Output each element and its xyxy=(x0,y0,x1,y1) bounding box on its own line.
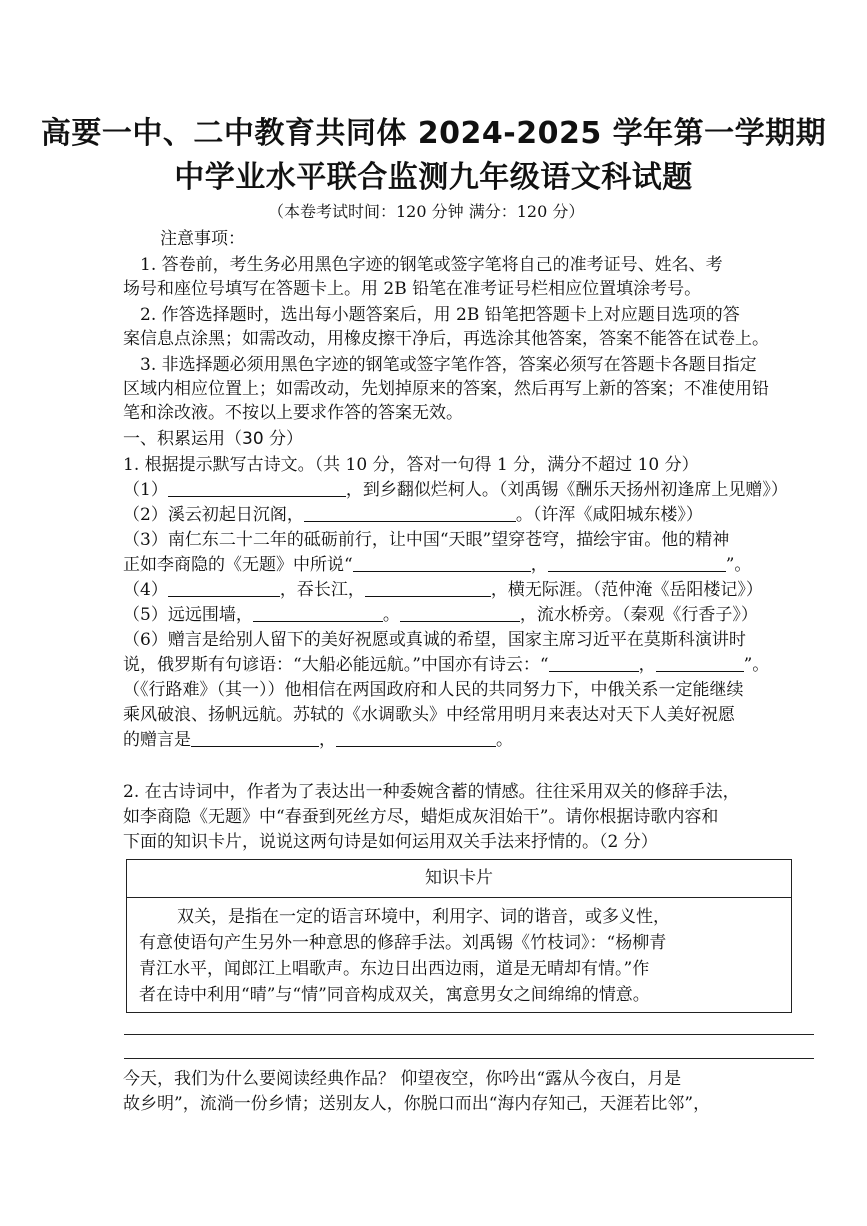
q1-item6e-post: 。 xyxy=(496,730,513,750)
exam-title-line1: 高要一中、二中教育共同体 2024-2025 学年第一学期期 xyxy=(40,116,827,151)
q1-item6b xyxy=(123,653,769,677)
note-2b: 案信息点涂黑；如需改动，用橡皮擦干净后，再选涂其他答案，答案不能答在试卷上。 xyxy=(123,329,769,349)
knowledge-card-line1: 双关，是指在一定的语言环境中，利用字、词的谐音，或多义性， xyxy=(177,907,670,927)
q1-item3a: （3）南仁东二十二年的砥砺前行，让中国“天眼”望穿苍穹，描绘宇宙。他的精神 xyxy=(123,530,730,550)
q1-item2 xyxy=(123,503,703,527)
exam-info: （本卷考试时间：120 分钟 满分：120 分） xyxy=(268,202,585,221)
q1-item2-pre: （2）溪云初起日沉阁， xyxy=(123,505,304,525)
q2-line3: 下面的知识卡片，说说这两句诗是如何运用双关手法来抒情的。（2 分） xyxy=(123,832,658,852)
q1-item3b xyxy=(123,553,751,577)
q1-item1 xyxy=(123,478,788,502)
q1-item6c: （《行路难》（其一））他相信在两国政府和人民的共同努力下，中俄关系一定能继续 xyxy=(123,680,744,700)
section-heading: 一、积累运用（30 分） xyxy=(123,429,304,449)
q1-item5-pre: （5）远远围墙， xyxy=(123,605,253,625)
passage-line2: 故乡明”，流淌一份乡情；送别友人，你脱口而出“海内存知己，天涯若比邻”， xyxy=(123,1094,711,1114)
note-2a: 2. 作答选择题时，选出每小题答案后，用 2B 铅笔把答题卡上对应题目选项的答 xyxy=(140,305,740,325)
answer-blank[interactable] xyxy=(549,653,639,672)
q1-item6b-post: ”。 xyxy=(743,655,770,675)
note-1b: 场号和座位号填写在答题卡上。用 2B 铅笔在准考证号栏相应位置填涂考号。 xyxy=(123,279,702,299)
answer-blank[interactable] xyxy=(191,728,319,747)
q1-item6b-mid: ， xyxy=(638,655,656,675)
q1-item6d: 乘风破浪、扬帆远航。苏轼的《水调歌头》中经常用明月来表达对天下人美好祝愿 xyxy=(123,705,735,725)
exam-title-line2: 中学业水平联合监测九年级语文科试题 xyxy=(174,160,693,195)
answer-blank[interactable] xyxy=(656,653,744,672)
answer-blank[interactable] xyxy=(353,553,531,572)
q1-item3b-mid: ， xyxy=(530,555,548,575)
q1-item4-post: ，横无际涯。（范仲淹《岳阳楼记》） xyxy=(490,580,763,600)
q1-item2-post: 。（许浑《咸阳城东楼》） xyxy=(515,505,703,525)
knowledge-card-heading: 知识卡片 xyxy=(127,860,791,898)
answer-blank[interactable] xyxy=(304,503,516,522)
q1-item4-pre: （4） xyxy=(123,580,168,600)
q1-stem: 1. 根据提示默写古诗文。（共 10 分，答对一句得 1 分，满分不超过 10 分） xyxy=(123,455,699,475)
notes-heading: 注意事项： xyxy=(160,229,245,249)
note-3b: 区域内相应位置上；如需改动，先划掉原来的答案，然后再写上新的答案；不准使用铅 xyxy=(123,379,769,399)
note-3a: 3. 非选择题必须用黑色字迹的钢笔或签字笔作答，答案必须写在答题卡各题目指定 xyxy=(140,355,757,375)
answer-blank[interactable] xyxy=(168,478,346,497)
answer-blank[interactable] xyxy=(400,603,520,622)
q1-item1-post: ，到乡翻似烂柯人。（刘禹锡《酬乐天扬州初逢席上见赠》） xyxy=(345,480,788,500)
q2-line1: 2. 在古诗词中，作者为了表达出一种委婉含蓄的情感。往往采用双关的修辞手法， xyxy=(123,782,740,802)
knowledge-card xyxy=(126,859,792,1013)
q1-item6e-pre: 的赠言是 xyxy=(123,730,191,750)
answer-blank[interactable] xyxy=(253,603,383,622)
knowledge-card-line3: 青江水平，闻郎江上唱歌声。东边日出西边雨，道是无晴却有情。”作 xyxy=(139,959,650,979)
answer-blank[interactable] xyxy=(336,728,496,747)
q1-item6a: （6）赠言是给别人留下的美好祝愿或真诚的希望，国家主席习近平在莫斯科演讲时 xyxy=(123,630,746,650)
q1-item4 xyxy=(123,578,763,602)
passage-line1: 今天，我们为什么要阅读经典作品？ 仰望夜空，你吟出“露从今夜白，月是 xyxy=(123,1069,682,1089)
q1-item6b-pre: 说，俄罗斯有句谚语：“大船必能远航。”中国亦有诗云：“ xyxy=(123,655,549,675)
q2-line2: 如李商隐《无题》中“春蚕到死丝方尽，蜡炬成灰泪始干”。请你根据诗歌内容和 xyxy=(123,807,719,827)
answer-blank[interactable] xyxy=(365,578,491,597)
knowledge-card-line4: 者在诗中利用“晴”与“情”同音构成双关，寓意男女之间绵绵的情意。 xyxy=(139,985,650,1005)
q1-item6e-mid: ， xyxy=(319,730,336,750)
answer-blank[interactable] xyxy=(548,553,726,572)
answer-line[interactable] xyxy=(124,1034,814,1035)
q1-item1-pre: （1） xyxy=(123,480,168,500)
note-3c: 笔和涂改液。不按以上要求作答的答案无效。 xyxy=(123,403,463,423)
q1-item6e xyxy=(123,728,513,752)
knowledge-card-line2: 有意使语句产生另外一种意思的修辞手法。刘禹锡《竹枝词》：“杨柳青 xyxy=(139,933,667,953)
q1-item5-post: ，流水桥旁。（秦观《行香子》） xyxy=(519,605,758,625)
answer-blank[interactable] xyxy=(168,578,280,597)
note-1a: 1. 答卷前，考生务必用黑色字迹的钢笔或签字笔将自己的准考证号、姓名、考 xyxy=(140,255,723,275)
q1-item3b-pre: 正如李商隐的《无题》中所说“ xyxy=(123,555,353,575)
q1-item5 xyxy=(123,603,758,627)
answer-line[interactable] xyxy=(124,1058,814,1059)
q1-item4-mid: ，吞长江， xyxy=(279,580,365,600)
q1-item5-mid: 。 xyxy=(382,605,400,625)
q1-item3b-post: ”。 xyxy=(725,555,752,575)
